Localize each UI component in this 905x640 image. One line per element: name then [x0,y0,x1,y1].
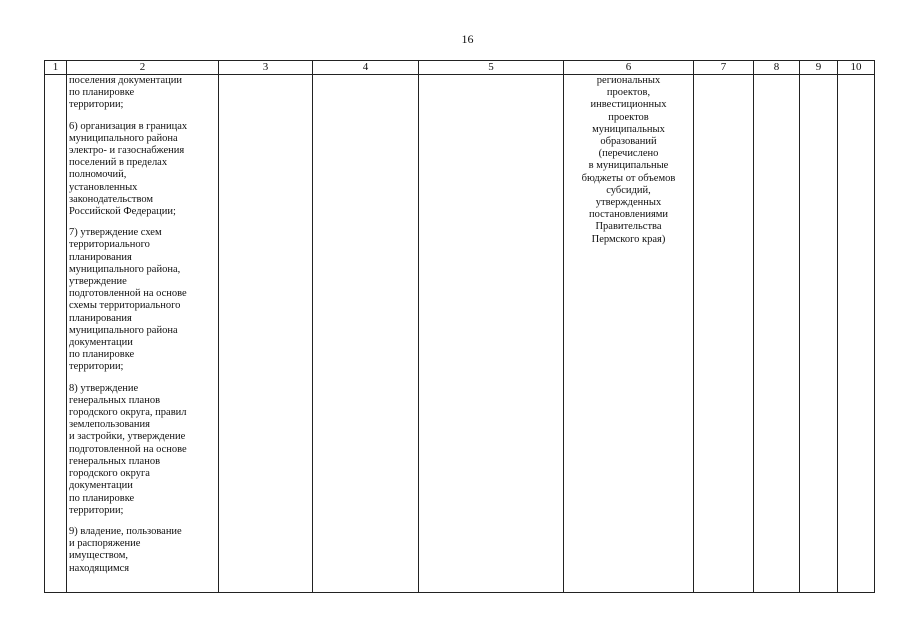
column-header-10: 10 [838,61,875,75]
table-header-row [45,61,875,75]
table-cell-col6: региональных проектов, инвестиционных проектов муниципальных образований (перечислено в муниципальные бюджеты от объемов субсидий, утвержденных постановлениями Правительства Пермского края) [564,75,694,593]
table-cell-col8 [754,75,800,593]
col2-paragraph: 9) владение, пользование и распоряжение имуществом, находящимся [69,525,182,574]
col2-paragraph: 6) организация в границах муниципального района электро- и газоснабжения поселений в пределах полномочий, установленных законодательством Российской Федерации; [69,120,188,218]
column-header-9: 9 [800,61,838,75]
column-header-5: 5 [419,61,564,75]
column-header-8: 8 [754,61,800,75]
col2-paragraph: 8) утверждение генеральных планов городского округа, правил землепользования и застройки, утверждение подготовленной на основе генеральных планов городского округа документации по планировке территории; [69,382,187,516]
table-row [45,75,875,593]
table-cell-col9 [800,75,838,593]
column-header-2: 2 [67,61,219,75]
column-header-3: 3 [219,61,313,75]
table-cell-col3 [219,75,313,593]
column-header-6: 6 [564,61,694,75]
document-table [44,60,875,593]
table-cell-col1 [45,75,67,593]
table-cell-col5 [419,75,564,593]
column-header-1: 1 [45,61,67,75]
table-cell-col7 [694,75,754,593]
table-cell-col2 [67,75,219,593]
col2-paragraph: поселения документации по планировке территории; [69,75,182,111]
table-cell-col10 [838,75,875,593]
column-header-7: 7 [694,61,754,75]
column-header-4: 4 [313,61,419,75]
table-cell-col4 [313,75,419,593]
page-number: 16 [461,32,474,46]
col2-paragraph: 7) утверждение схем территориального планирования муниципального района, утверждение подготовленной на основе схемы территориального планирования муниципального района документации по планировке территории; [69,227,187,373]
